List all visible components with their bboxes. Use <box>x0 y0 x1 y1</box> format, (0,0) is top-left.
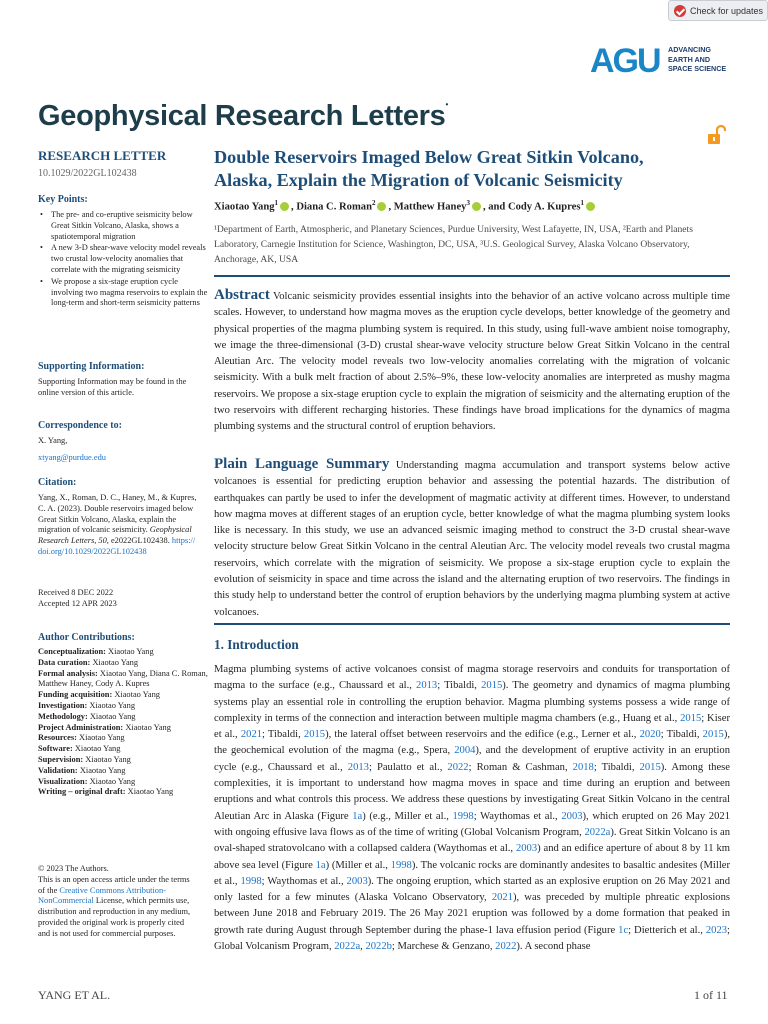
intro-text: ), which erupted on 26 May 2021 with ongoing effusive lava flows as of the time of writing (Global Volcanism Program, <box>214 810 730 838</box>
contribution-names: Xiaotao Yang <box>85 754 131 764</box>
pls-body: Understanding magma accumulation and transport systems below active volcanoes is essential for predicting eruption behavior and assessing the potential hazards. The distribution of earthquakes can partly be used to infer the development of magmatic activity at different times. However, to understand how magma moves at different stages of an eruption cycle, better knowledge of what the magma plumbing system looks like is necessary. In this study, we use an advanced seismic imaging method to construct the 3-D crustal shear-wave velocity structure below Great Sitkin Volcano in the central Aleutian Arc. The velocity model reveals two crustal magma reservoirs, which correlate with the migration of seismicity. We propose a six-stage eruption cycle to explain the evolution of seismicity in space and time across the island and the alternating eruption of two reservoirs. The findings in this study help to understand better the control of eruption behaviors by the underlying magma plumbing system at active volcanoes. <box>214 460 730 618</box>
supporting-text: Supporting Information may be found in the online version of this article. <box>38 377 187 397</box>
intro-text: ), and the development of eruptive activity in an eruption cycle (e.g., Chaussard et al., <box>214 745 730 773</box>
orcid-icon[interactable] <box>472 202 481 211</box>
abstract-body: Volcanic seismicity provides essential insights into the behavior of an active volcano across multiple time scales. However, to understand how magma moves as the eruption cycle develops, better knowledge of the geometry and physical properties of the magma plumbing system is required. In this study, using full-wave ambient noise tomography, we image the three-dimensional (3-D) crustal shear-wave velocity structure below Great Sitkin Volcano in the central Aleutian Arc. The velocity model reveals two low-velocity anomalies correlating with the migration of volcanic seismicity. With a bulk melt fraction of about 2.5%–9%, these low-velocity anomalies are interpreted as mushy magma reservoirs. We propose a six-stage eruption cycle to explain the migration of seismicity and the alternating eruption of the two reservoirs with different recharging histories. These findings have broad implications for the dynamics of magma plumbing systems and the structural control of eruption behaviors. <box>214 291 730 433</box>
citation-link[interactable]: 2013 <box>416 680 438 692</box>
orcid-icon[interactable] <box>280 202 289 211</box>
citation-link[interactable]: 2015 <box>639 761 661 773</box>
contribution-role: Project Administration: <box>38 722 126 732</box>
intro-text: ). Among these complexities, it is important to understand how magma moves in space and time during an eruption and between eruptions and what controls this process. We address these questions by investigating Great Sitkin Volcano in the central Aleutian Arc in Alaska (Figure <box>214 761 730 822</box>
citation-link[interactable]: 2023 <box>705 924 728 936</box>
license-link[interactable]: Creative Commons Attribution-NonCommercial <box>38 885 166 906</box>
contribution-row <box>38 701 208 712</box>
check-for-updates-label: Check for updates <box>690 5 764 16</box>
citation-link[interactable]: 2015 <box>303 729 326 741</box>
intro-text: , <box>360 941 366 953</box>
citation-link[interactable]: 2003 <box>515 843 538 855</box>
intro-text: ) and an edifice aperture of about 8 by 11 km above sea level (Figure <box>214 843 731 871</box>
contribution-row <box>38 712 208 723</box>
correspondence-name: X. Yang, <box>38 436 68 445</box>
contribution-names: Xiaotao Yang <box>74 744 121 754</box>
citation-link[interactable]: 2004 <box>454 745 476 757</box>
author-name: Cody A. Kupres <box>507 201 581 213</box>
citation-link[interactable]: 2003 <box>346 875 368 887</box>
abstract-heading: Abstract <box>214 287 270 303</box>
intro-text: ). A second phase <box>516 941 591 953</box>
author-list <box>214 199 734 213</box>
intro-text: ; Tibaldi, <box>593 761 640 773</box>
received-date: Received 8 DEC 2022 <box>38 588 114 597</box>
doi: 10.1029/2022GL102438 <box>38 168 137 179</box>
intro-text: ; Paulatto et al., <box>368 761 448 773</box>
citation-body: Yang, X., Roman, D. C., Haney, M., & Kupres, C. A. (2023). Double reservoirs imaged below Great Sitkin Volcano, Alaska, explain the migration of volcanic seismicity. <box>38 493 197 535</box>
contribution-row <box>38 744 208 755</box>
citation-link[interactable]: 2015 <box>481 680 503 692</box>
citation-link[interactable]: 2013 <box>347 761 369 773</box>
contribution-row <box>38 669 208 691</box>
citation-link[interactable]: 2015 <box>702 729 724 741</box>
left-sidebar <box>38 148 208 179</box>
orcid-icon[interactable] <box>377 202 386 211</box>
supporting-heading: Supporting Information: <box>38 361 145 372</box>
contributions-list <box>38 647 208 798</box>
citation-doi-link[interactable]: https://doi.org/10.1029/2022GL102438 <box>38 536 196 556</box>
contribution-names: Xiaotao Yang <box>125 722 171 732</box>
contributions-heading: Author Contributions: <box>38 632 135 643</box>
citation-link[interactable]: 1998 <box>240 875 262 887</box>
contribution-role: Visualization: <box>38 776 90 786</box>
divider-before-introduction <box>214 623 730 625</box>
contribution-role: Investigation: <box>38 700 90 710</box>
correspondence-heading: Correspondence to: <box>38 420 122 431</box>
contribution-role: Conceptualization: <box>38 647 109 656</box>
contribution-role: Data curation: <box>38 657 93 667</box>
contribution-row <box>38 733 208 744</box>
article-title-line-1: Double Reservoirs Imaged Below Great Sitkin Volcano, <box>214 147 644 167</box>
introduction-body <box>214 662 730 955</box>
contribution-names: Xiaotao Yang <box>79 733 125 743</box>
citation-link[interactable]: 2021 <box>491 892 513 904</box>
open-access-lock-icon <box>706 124 728 146</box>
key-points-heading: Key Points: <box>38 194 88 205</box>
footer-running-head: YANG ET AL. <box>38 988 111 1002</box>
orcid-icon[interactable] <box>586 202 595 211</box>
contribution-row <box>38 690 208 701</box>
author-affiliation-number: 1 <box>274 199 279 207</box>
intro-text: ; Waythomas et al., <box>261 875 347 887</box>
key-points-list <box>38 210 208 309</box>
contribution-row <box>38 777 208 788</box>
author-affiliation-number: 2 <box>371 199 376 207</box>
accepted-date: Accepted 12 APR 2023 <box>38 598 117 608</box>
intro-text: ). Great Sitkin Volcano is an oval-shaped stratovolcano with a collapsed caldera (Waythomas et al., <box>214 826 731 855</box>
contribution-role: Supervision: <box>38 754 86 764</box>
citation-text <box>38 493 198 558</box>
author-name: Diana C. Roman <box>296 201 372 213</box>
author-separator: , <box>291 201 297 213</box>
contribution-names: Xiaotao Yang <box>79 765 126 775</box>
introduction-heading: 1. Introduction <box>214 637 299 652</box>
agu-logo-mark: AGU <box>590 42 660 80</box>
contribution-names: Xiaotao Yang <box>127 787 174 797</box>
citation <box>38 477 198 558</box>
license-notice <box>38 864 196 940</box>
author-affiliation-number: 1 <box>580 199 584 207</box>
intro-text: ), the lateral offset between reservoirs and the edifice (e.g., Lerner et al., <box>325 729 640 741</box>
contribution-role: Methodology: <box>38 711 90 721</box>
author-affiliation-number: 3 <box>466 199 470 207</box>
key-points <box>38 194 208 309</box>
key-point-2: • A new 3-D shear-wave velocity model reveals two crustal low-velocity anomalies that correlate with the migrating seismicity <box>38 243 208 275</box>
check-badge-icon <box>674 5 686 17</box>
contribution-row <box>38 723 208 734</box>
intro-text: ; Tibaldi, <box>660 729 703 741</box>
citation-link[interactable]: 1a <box>315 859 326 871</box>
check-for-updates-button[interactable] <box>668 0 768 21</box>
citation-link[interactable]: 1998 <box>452 810 474 822</box>
citation-link[interactable]: 2022b <box>365 941 392 953</box>
intro-text: ; Roman & Cashman, <box>468 761 573 773</box>
citation-journal: Geophysical Research Letters, 50, <box>38 525 192 546</box>
plain-language-summary <box>214 456 730 621</box>
citation-link[interactable]: 2015 <box>680 712 702 724</box>
article-type: RESEARCH LETTER <box>38 148 167 163</box>
pls-heading: Plain Language Summary <box>214 456 390 472</box>
intro-text: ; Tibaldi, <box>437 680 482 692</box>
intro-text: ), was preceded by multiple phreatic explosions between June 2018 and February 2019. The 26 May 2021 eruption was followed by a dome formation that peaked in growth rate during August through September during the phase-1 lava effusion period (Figure <box>214 892 730 936</box>
citation-link[interactable]: 2021 <box>240 729 263 741</box>
author-name: Matthew Haney <box>393 201 467 213</box>
journal-title-mark: • <box>445 100 448 109</box>
author-separator: , and <box>482 201 508 213</box>
agu-tagline: ADVANCING EARTH AND SPACE SCIENCE <box>668 45 727 74</box>
citation-id: e2022GL102438. <box>108 536 170 546</box>
citation-link[interactable]: 2018 <box>572 761 594 773</box>
citation-link[interactable]: 2003 <box>561 810 583 822</box>
journal-title <box>38 100 448 133</box>
contribution-names: Xiaotao Yang <box>89 711 136 721</box>
key-point-3: • We propose a six-stage eruption cycle involving two magma reservoirs to explain the long-term and short-term seismicity patterns <box>38 277 208 309</box>
agu-logo <box>590 44 735 80</box>
citation-link[interactable]: 1a <box>352 810 363 822</box>
intro-text: ). The geometry and dynamics of magma plumbing systems play an essential role in controlling the eruption behavior. Magma plumbing systems possess a wide range of complexity in terms of the connection and interaction between multiple magma chambers (e.g., Huang et al., <box>214 680 731 724</box>
license-text-pre: © 2023 The Authors. This is an open access article under the terms of the <box>38 864 190 895</box>
citation-link[interactable]: 1c <box>618 924 629 936</box>
citation-link[interactable]: 2022a <box>334 941 361 953</box>
contribution-row <box>38 647 208 658</box>
citation-link[interactable]: 2022 <box>495 941 517 953</box>
abstract <box>214 287 730 436</box>
divider-after-affiliations <box>214 275 730 277</box>
citation-link[interactable]: 2020 <box>639 729 661 741</box>
contribution-names: Xiaotao Yang <box>114 690 160 700</box>
citation-link[interactable]: 2022a <box>584 826 611 838</box>
intro-text: ; Kiser et al., <box>214 712 730 741</box>
intro-text: Magma plumbing systems of active volcanoes consist of magma storage reservoirs and conduits for transportation of magma to the surface (e.g., Chaussard et al., <box>214 664 730 692</box>
contribution-role: Writing – original draft: <box>38 787 128 797</box>
contribution-role: Resources: <box>38 733 80 743</box>
contribution-role: Formal analysis: <box>38 668 100 678</box>
author-contributions <box>38 632 208 798</box>
intro-text: ; Tibaldi, <box>262 729 304 741</box>
contribution-role: Funding acquisition: <box>38 690 115 700</box>
contribution-role: Validation: <box>38 765 80 775</box>
intro-text: ). The volcanic rocks are dominantly andesites to basaltic andesites (Miller et al., <box>214 859 730 887</box>
contribution-row <box>38 658 208 669</box>
intro-text: ; Marchese & Genzano, <box>391 941 496 953</box>
intro-text: ; Global Volcanism Program, <box>214 924 730 953</box>
intro-text: ) (Miller et al., <box>325 859 391 871</box>
page-number: 1 of 11 <box>694 988 728 1002</box>
contribution-names: Xiaotao Yang <box>89 776 136 786</box>
author-separator: , <box>388 201 394 213</box>
key-point-1: • The pre- and co-eruptive seismicity below Great Sitkin Volcano, Alaska, shows a spatiotemporal migration <box>38 210 208 242</box>
correspondence <box>38 420 198 465</box>
supporting-information <box>38 361 198 399</box>
affiliations: ¹Department of Earth, Atmospheric, and Planetary Sciences, Purdue University, West Lafayette, IN, USA, ²Earth and Planets Laboratory, Carnegie Institution for Science, Washington, DC, USA, ³U.S. Geological Survey, Alaska Volcano Observatory, Anchorage, AK, USA <box>214 224 693 265</box>
intro-text: ; Dietterich et al., <box>628 924 706 936</box>
contribution-names: Xiaotao Yang, Diana C. Roman, Matthew Haney, Cody A. Kupres <box>38 668 208 689</box>
intro-text: ; Waythomas et al., <box>473 810 562 822</box>
contribution-names: Xiaotao Yang <box>89 700 136 710</box>
intro-text: ), the geochemical evolution of the magma (e.g., Spera, <box>214 729 731 757</box>
contribution-row <box>38 766 208 777</box>
article-title <box>214 146 734 192</box>
citation-heading: Citation: <box>38 477 77 488</box>
author-name: Xiaotao Yang <box>214 201 275 213</box>
contribution-role: Software: <box>38 744 75 754</box>
contribution-names: Xiaotao Yang <box>92 657 139 667</box>
correspondence-email-link[interactable]: xtyang@purdue.edu <box>38 452 106 462</box>
license-text-post: License, which permits use, distribution and reproduction in any medium, provided the original work is properly cited and is not used for commercial purposes. <box>38 896 191 938</box>
contribution-row <box>38 787 208 798</box>
intro-text: ) (e.g., Miller et al., <box>362 810 453 822</box>
citation-link[interactable]: 2022 <box>447 761 469 773</box>
article-title-line-2: Alaska, Explain the Migration of Volcanic Seismicity <box>214 170 623 190</box>
intro-text: ). The ongoing eruption, which started as an explosive eruption on 26 May 2021 and only lasted for a few minutes (Alaska Volcano Observatory, <box>214 875 731 904</box>
citation-link[interactable]: 1998 <box>390 859 412 871</box>
journal-name: Geophysical Research Letters <box>38 100 446 132</box>
contribution-names: Xiaotao Yang <box>108 647 154 656</box>
contribution-row <box>38 755 208 766</box>
dates <box>38 588 198 610</box>
